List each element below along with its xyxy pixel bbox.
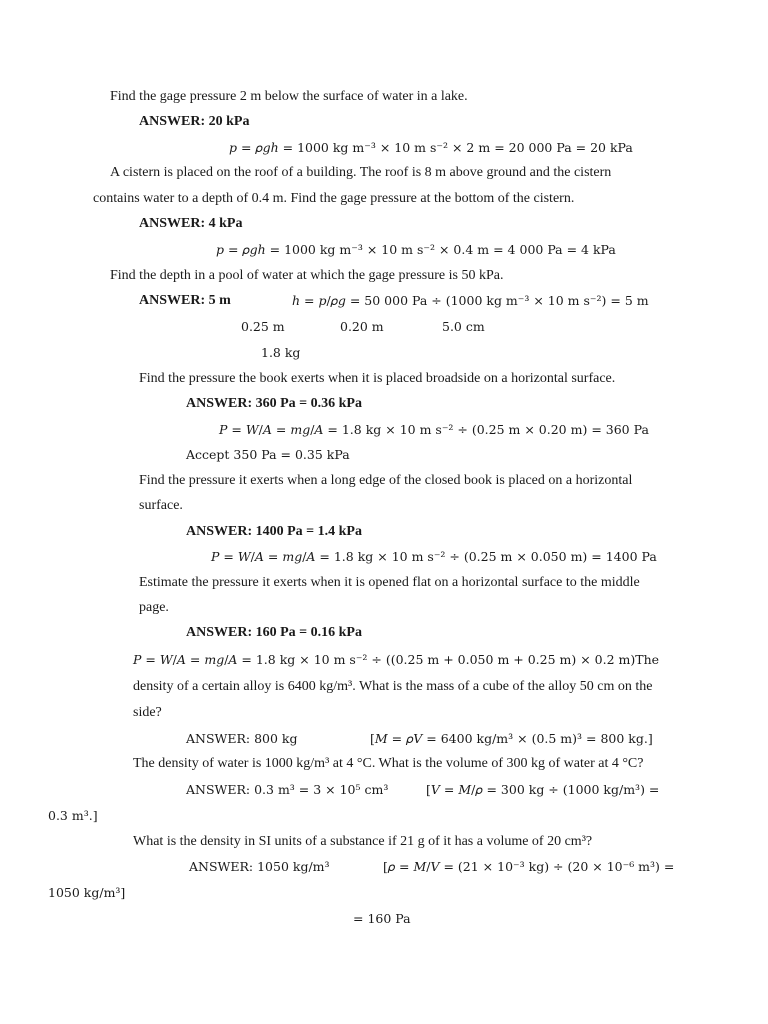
answer-1: ANSWER: 20 kPa bbox=[139, 114, 250, 129]
answer-7: ANSWER: 800 kg bbox=[186, 731, 298, 746]
equation-9-line-2: 1050 kg/m³] bbox=[48, 885, 126, 900]
equation-6: 𝑃 = 𝑊/𝐴 = 𝑚𝑔/𝐴 = 1.8 kg × 10 m s⁻² ÷ ((0.25 m + 0.050 m + 0.25 m) × 0.2 m)The bbox=[133, 652, 660, 667]
answer-9: ANSWER: 1050 kg/m³ bbox=[189, 859, 330, 874]
answer-6: ANSWER: 160 Pa = 0.16 kPa bbox=[186, 625, 362, 640]
question-9: What is the density in SI units of a substance if 21 g of it has a volume of 20 cm³? bbox=[133, 834, 593, 849]
book-thickness: 5.0 cm bbox=[442, 319, 485, 334]
question-8: The density of water is 1000 kg/m³ at 4 °C. What is the volume of 300 kg of water at 4 °C? bbox=[133, 756, 644, 771]
answer-4: ANSWER: 360 Pa = 0.36 kPa bbox=[186, 396, 362, 411]
question-5-line-2: surface. bbox=[139, 498, 183, 513]
equation-9-line-1: [𝜌 = 𝑀/𝑉 = (21 × 10⁻³ kg) ÷ (20 × 10⁻⁶ m³) = bbox=[383, 859, 675, 874]
question-3: Find the depth in a pool of water at which the gage pressure is 50 kPa. bbox=[110, 268, 504, 283]
equation-2: 𝑝 = 𝜌𝑔ℎ = 1000 kg m⁻³ × 10 m s⁻² × 0.4 m = 4 000 Pa = 4 kPa bbox=[216, 242, 616, 257]
equation-3: ℎ = 𝑝/𝜌𝑔 = 50 000 Pa ÷ (1000 kg m⁻³ × 10 m s⁻²) = 5 m bbox=[292, 293, 649, 308]
result-fragment: = 160 Pa bbox=[353, 911, 411, 926]
answer-5: ANSWER: 1400 Pa = 1.4 kPa bbox=[186, 524, 362, 539]
equation-1: 𝑝 = 𝜌𝑔ℎ = 1000 kg m⁻³ × 10 m s⁻² × 2 m = 20 000 Pa = 20 kPa bbox=[229, 140, 633, 155]
equation-8-line-1: [𝑉 = 𝑀/𝜌 = 300 kg ÷ (1000 kg/m³) = bbox=[426, 782, 660, 797]
equation-8-line-2: 0.3 m³.] bbox=[48, 808, 98, 823]
question-2-line-2: contains water to a depth of 0.4 m. Find the gage pressure at the bottom of the cistern. bbox=[93, 191, 575, 206]
question-5-line-1: Find the pressure it exerts when a long edge of the closed book is placed on a horizontal bbox=[139, 473, 633, 488]
equation-4: 𝑃 = 𝑊/𝐴 = 𝑚𝑔/𝐴 = 1.8 kg × 10 m s⁻² ÷ (0.25 m × 0.20 m) = 360 Pa bbox=[219, 422, 649, 437]
equation-7: [𝑀 = 𝜌𝑉 = 6400 kg/m³ × (0.5 m)³ = 800 kg.] bbox=[370, 731, 653, 746]
question-4: Find the pressure the book exerts when it is placed broadside on a horizontal surface. bbox=[139, 371, 616, 386]
question-1: Find the gage pressure 2 m below the surface of water in a lake. bbox=[110, 89, 468, 104]
question-6-line-2: page. bbox=[139, 600, 169, 615]
question-7-line-2: side? bbox=[133, 705, 162, 720]
answer-3: ANSWER: 5 m bbox=[139, 293, 231, 308]
book-width: 0.20 m bbox=[340, 319, 384, 334]
accept-note: Accept 350 Pa = 0.35 kPa bbox=[186, 447, 350, 462]
answer-2: ANSWER: 4 kPa bbox=[139, 216, 243, 231]
equation-5: 𝑃 = 𝑊/𝐴 = 𝑚𝑔/𝐴 = 1.8 kg × 10 m s⁻² ÷ (0.25 m × 0.050 m) = 1400 Pa bbox=[211, 549, 657, 564]
question-7-line-1: density of a certain alloy is 6400 kg/m³. What is the mass of a cube of the alloy 50 cm on the bbox=[133, 679, 653, 694]
question-2-line-1: A cistern is placed on the roof of a building. The roof is 8 m above ground and the cistern bbox=[110, 165, 612, 180]
question-6-line-1: Estimate the pressure it exerts when it is opened flat on a horizontal surface to the middle bbox=[139, 575, 640, 590]
book-length: 0.25 m bbox=[241, 319, 285, 334]
answer-8: ANSWER: 0.3 m³ = 3 × 10⁵ cm³ bbox=[186, 782, 389, 797]
book-mass: 1.8 kg bbox=[261, 345, 301, 360]
